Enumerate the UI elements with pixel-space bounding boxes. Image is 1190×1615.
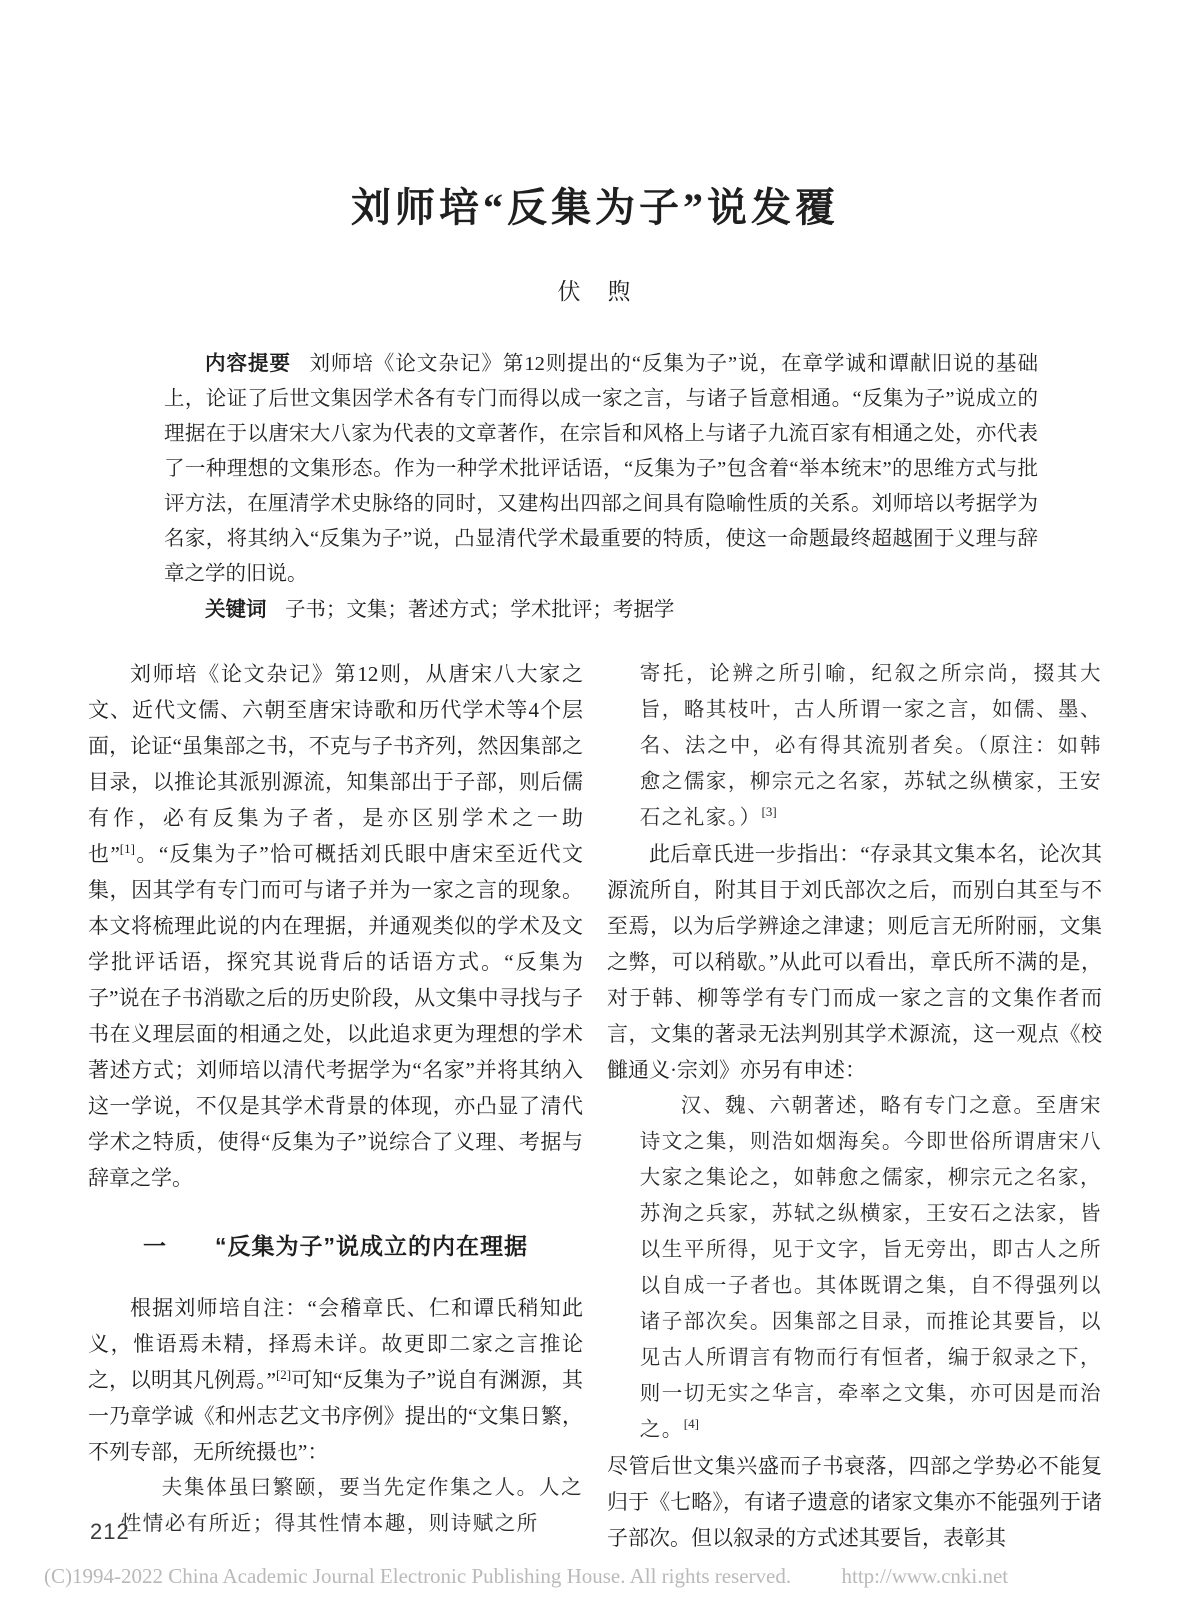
- block-quote-1-text: 寄托，论辨之所引喻，纪叙之所宗尚，掇其大旨，略其枝叶，古人所谓一家之言，如儒、墨、名、法之中，必有得其流别者矣。（原注：如韩愈之儒家，柳宗元之名家，苏轼之纵横家，王安石之礼家。）: [639, 663, 1102, 829]
- page-title: 刘师培“反集为子”说发覆: [351, 185, 839, 230]
- abstract-paragraph: [164, 346, 1038, 592]
- block-quote-2: [640, 1088, 1102, 1448]
- block-quote-1-part-1: 夫集体虽曰繁颐，要当先定作集之人。人之性情必有所近；得其性情本趣，则诗赋之所: [120, 1477, 583, 1535]
- block-quote-2-text: 汉、魏、六朝著述，略有专门之意。至唐宋诗文之集，则浩如烟海矣。今即世俗所谓唐宋八大家之集论之，如韩愈之儒家，柳宗元之名家，苏洵之兵家，苏轼之纵横家，王安石之法家，皆以生平所得，见于文字，旨无旁出，即古人之所以自成一子者也。其体既谓之集，自不得强列以诸子部次矣。因集部之目录，而推论其要旨，以见古人所谓言有物而行有恒者，编于叙录之下，则一切无实之华言，牵率之文集，亦可因是而治之。: [639, 1095, 1102, 1441]
- keywords-line: [164, 592, 1038, 628]
- two-column-body: [88, 656, 1102, 1556]
- copyright-url: http://www.cnki.net: [841, 1564, 1009, 1588]
- section-heading-1: 一 “反集为子”说成立的内在理据: [143, 1233, 528, 1259]
- keywords-text: 子书；文集；著述方式；学术批评；考据学: [284, 599, 675, 621]
- keywords-label: 关键词: [205, 598, 267, 621]
- paragraph-2-text-a: 根据刘师培自注：“会稽章氏、仁和谭氏稍知此义，惟语焉未精，择焉未详。故更即二家之言推论之，以明其凡例焉。”: [88, 1296, 583, 1392]
- right-column: [607, 656, 1102, 1556]
- paragraph-2-text-b: 可知“反集为子”说自有渊源，其一乃章学诚《和州志艺文书序例》提出的“文集日繁，不列专部，无所统摄也”：: [88, 1368, 584, 1464]
- paragraph-1-text-a: 刘师培《论文杂记》第12则，从唐宋八大家之文、近代文儒、六朝至唐宋诗歌和历代学术等4个层面，论证“虽集部之书，不克与子书齐列，然因集部之目录，以推论其派别源流，知集部出于子部，则后儒有作，必有反集为子者，是亦区别学术之一助也”: [88, 662, 583, 866]
- paragraph-2: [88, 1290, 583, 1470]
- abstract-text: 刘师培《论文杂记》第12则提出的“反集为子”说，在章学诚和谭献旧说的基础上，论证了后世文集因学术各有专门而得以成一家之言，与诸子旨意相通。“反集为子”说成立的理据在于以唐宋大八家为代表的文章著作，在宗旨和风格上与诸子九流百家有相通之处，亦代表了一种理想的文集形态。作为一种学术批评话语，“反集为子”包含着“举本统末”的思维方式与批评方法，在厘清学术史脉络的同时，又建构出四部之间具有隐喻性质的关系。刘师培以考据学为名家，将其纳入“反集为子”说，凸显清代学术最重要的特质，使这一命题最终超越囿于义理与辞章之学的旧说。: [164, 353, 1039, 585]
- abstract-label: 内容提要: [205, 352, 291, 375]
- block-quote-1-part-2: [640, 656, 1102, 836]
- copyright-text: (C)1994-2022 China Academic Journal Electronic Publishing House. All rights reserved.: [44, 1564, 792, 1588]
- author-name: 伏 煦: [557, 279, 633, 304]
- footnote-ref-4: [4]: [683, 1416, 699, 1432]
- paragraph-3: 此后章氏进一步指出：“存录其文集本名，论次其源流所自，附其目于刘氏部次之后，而别白其至与不至焉，以为后学辨途之津逮；则卮言无所附丽，文集之弊，可以稍歇。”从此可以看出，章氏所不满的是，对于韩、柳等学有专门而成一家之言的文集作者而言，文集的著录无法判别其学术源流，这一观点《校雠通义·宗刘》亦另有申述：: [607, 842, 1102, 1082]
- page-number: 212: [90, 1519, 130, 1544]
- footnote-ref-1: [1]: [119, 841, 135, 856]
- left-column: [88, 656, 583, 1556]
- copyright-line: [44, 1564, 1008, 1589]
- footnote-ref-2: [2]: [275, 1367, 292, 1382]
- paragraph-4: 尽管后世文集兴盛而子书衰落，四部之学势必不能复归于《七略》，有诸子遗意的诸家文集亦不能强列于诸子部次。但以叙录的方式述其要旨，表彰其: [607, 1454, 1102, 1550]
- paragraph-1: [88, 656, 583, 1196]
- abstract-block: [164, 346, 1038, 628]
- paragraph-1-text-b: 。“反集为子”恰可概括刘氏眼中唐宋至近代文集，因其学有专门而可与诸子并为一家之言的现象。本文将梳理此说的内在理据，并通观类似的学术及文学批评话语，探究其说背后的话语方式。“反集为子”说在子书消歇之后的历史阶段，从文集中寻找与子书在义理层面的相通之处，以此追求更为理想的学术著述方式；刘师培以清代考据学为“名家”并将其纳入这一学说，不仅是其学术背景的体现，亦凸显了清代学术之特质，使得“反集为子”说综合了义理、考据与辞章之学。: [88, 842, 584, 1190]
- footnote-ref-3: [3]: [761, 804, 777, 820]
